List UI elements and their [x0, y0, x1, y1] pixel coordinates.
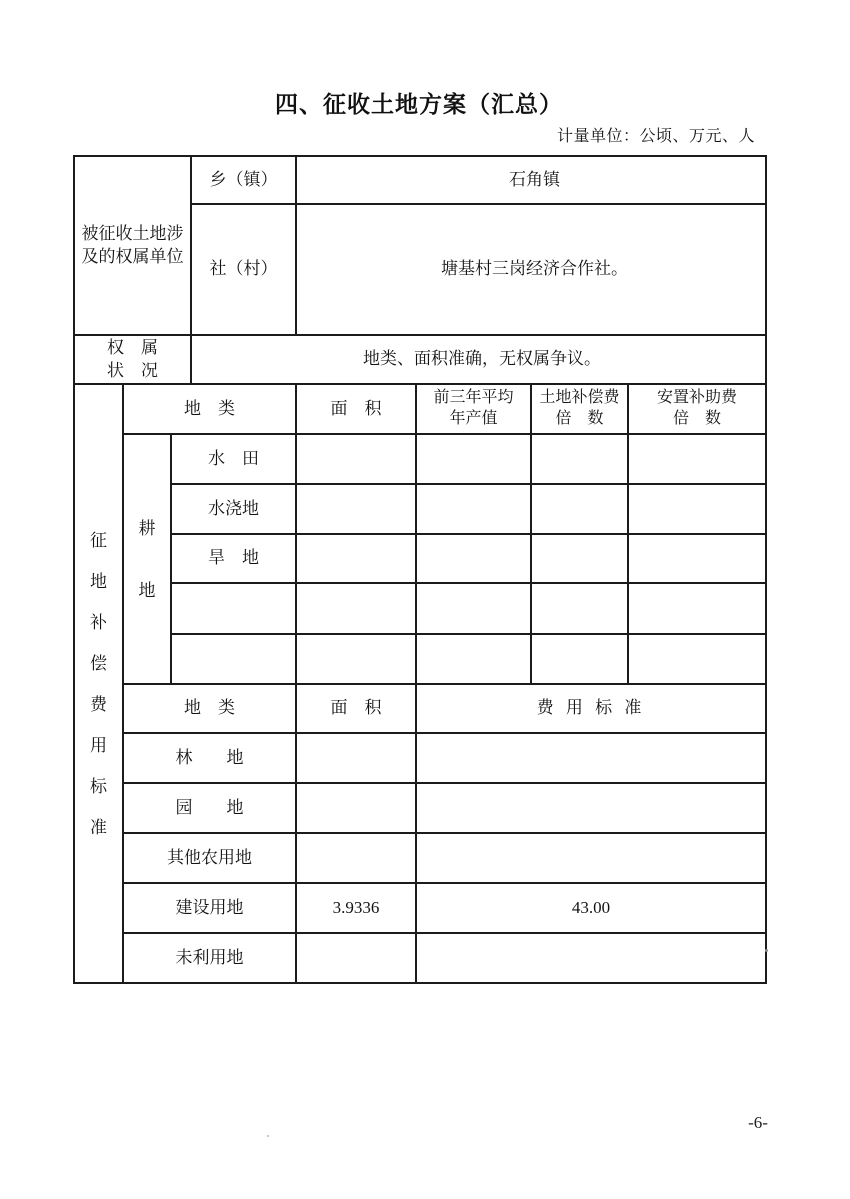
township-value: 石角镇 — [296, 156, 766, 204]
cell-blank1-resettle-multiple — [628, 583, 766, 634]
scan-speck — [765, 949, 768, 952]
measurement-unit-note: 计量单位：公顷、万元、人 — [556, 128, 755, 145]
cell-blank2-area — [296, 634, 416, 684]
row-construction-land-label: 建设用地 — [123, 883, 296, 933]
cell-blank1-area — [296, 583, 416, 634]
cell-irrigated-output — [416, 484, 531, 534]
cell-dry-resettle-multiple — [628, 534, 766, 583]
cell-forest-area — [296, 733, 416, 783]
cell-unused-area — [296, 933, 416, 983]
header1-land-type: 地 类 — [123, 384, 296, 434]
cell-garden-area — [296, 783, 416, 833]
cell-construction-area: 3.9336 — [296, 883, 416, 933]
cell-paddy-land-multiple — [531, 434, 628, 484]
cell-paddy-resettle-multiple — [628, 434, 766, 484]
ownership-unit-label-line1: 被征收土地涉 — [81, 224, 184, 244]
header1-area: 面 积 — [296, 384, 416, 434]
cell-blank1-land-multiple — [531, 583, 628, 634]
ownership-unit-label-line2: 及的权属单位 — [81, 246, 184, 266]
row-garden-land-label: 园 地 — [123, 783, 296, 833]
cell-other-agri-area — [296, 833, 416, 883]
ownership-unit-label — [74, 156, 191, 335]
village-value: 塘基村三岗经济合作社。 — [296, 204, 766, 335]
land-expropriation-table — [73, 155, 767, 984]
page-number: -6- — [748, 1113, 768, 1132]
cell-blank2-land-multiple — [531, 634, 628, 684]
tenure-status-value: 地类、面积准确，无权属争议。 — [191, 335, 766, 384]
row-unused-land-label: 未利用地 — [123, 933, 296, 983]
scan-speck — [267, 1135, 269, 1137]
row-other-agri-land-label: 其他农用地 — [123, 833, 296, 883]
page-title: 四、征收土地方案（汇总） — [275, 91, 563, 117]
compensation-standard-vertical-text: 征 地 补 偿 费 用 标 准 — [90, 530, 107, 837]
cell-dry-land-multiple — [531, 534, 628, 583]
row-forest-land-label: 林 地 — [123, 733, 296, 783]
row-dry-land-label: 旱 地 — [171, 534, 296, 583]
cultivated-land-vertical-text: 耕 地 — [138, 518, 156, 600]
cell-dry-area — [296, 534, 416, 583]
tenure-status-label-line2: 状 况 — [107, 360, 159, 380]
cell-other-agri-fee — [416, 833, 766, 883]
row-paddy-field-label: 水 田 — [171, 434, 296, 484]
cell-paddy-area — [296, 434, 416, 484]
township-label: 乡（镇） — [191, 156, 296, 204]
header1-avg-output: 前三年平均 年产值 — [416, 384, 531, 434]
header2-area: 面 积 — [296, 684, 416, 733]
cell-blank1-output — [416, 583, 531, 634]
tenure-status-label-line1: 权 属 — [107, 338, 159, 358]
cell-unused-fee — [416, 933, 766, 983]
compensation-standard-section-label — [74, 384, 123, 983]
cultivated-land-label — [123, 434, 171, 684]
cell-paddy-output — [416, 434, 531, 484]
village-label: 社（村） — [191, 204, 296, 335]
header2-fee-standard: 费 用 标 准 — [416, 684, 766, 733]
cell-dry-output — [416, 534, 531, 583]
cell-irrigated-resettle-multiple — [628, 484, 766, 534]
header1-land-compensation-multiple: 土地补偿费 倍 数 — [531, 384, 628, 434]
header1-resettlement-multiple: 安置补助费 倍 数 — [628, 384, 766, 434]
row-irrigated-land-label: 水浇地 — [171, 484, 296, 534]
cell-irrigated-land-multiple — [531, 484, 628, 534]
cell-garden-fee — [416, 783, 766, 833]
tenure-status-label — [74, 335, 191, 384]
cell-blank2-output — [416, 634, 531, 684]
row-cultivated-blank1-label — [171, 583, 296, 634]
cell-irrigated-area — [296, 484, 416, 534]
cell-forest-fee — [416, 733, 766, 783]
row-cultivated-blank2-label — [171, 634, 296, 684]
cell-construction-fee: 43.00 — [416, 883, 766, 933]
header2-land-type: 地 类 — [123, 684, 296, 733]
cell-blank2-resettle-multiple — [628, 634, 766, 684]
